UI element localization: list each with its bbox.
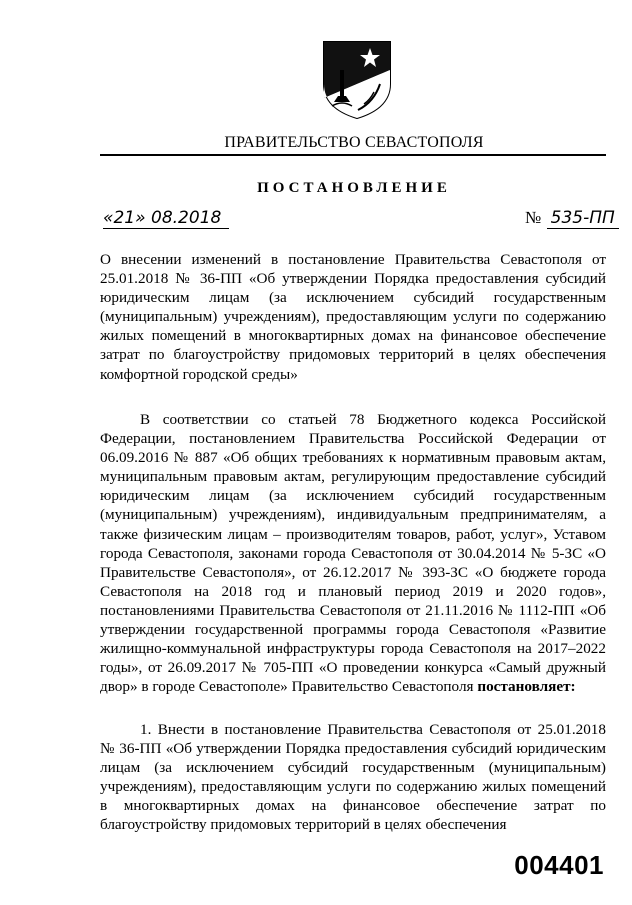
coat-of-arms-emblem bbox=[318, 40, 396, 120]
government-title: ПРАВИТЕЛЬСТВО СЕВАСТОПОЛЯ bbox=[224, 134, 484, 151]
title-divider bbox=[100, 154, 606, 156]
preamble-paragraph bbox=[100, 410, 606, 696]
preamble-text: В соответствии со статьей 78 Бюджетного кодекса Российской Федерации, постановлением Правительства Российской Федерации от 06.09.2016 № 887 «Об общих требованиях к нормативным правовым актам, муниципальным правовым актам, регулирующим предоставление субсидий юридическим лицам (за исключением субсидий государственным (муниципальным) учреждениям), индивидуальным предпринимателям, а также физическим лицам – производителям товаров, работ, услуг», Уставом города Севастополя, законами города Севастополя от 30.04.2014 № 5-ЗС «О Правительстве Севастополя», от 26.12.2017 № 393-ЗС «О бюджете города Севастополя на 2018 год и плановый период 2019 и 2020 годов», постановлениями Правительства Севастополя от 21.11.2016 № 1112-ПП «Об утверждении государственной программы города Севастополя «Развитие жилищно-коммунальной инфраструктуры города Севастополя на 2017–2022 годы», от 26.09.2017 № 705-ПП «О проведении конкурса «Самый дружный двор» в городе Севастополе» Правительство Севастополя bbox=[100, 411, 606, 696]
item-1-paragraph: 1. Внести в постановление Правительства Севастополя от 25.01.2018 № 36-ПП «Об утверждении Порядка предоставления субсидий юридическим лицам (за исключением субсидий государственным (муниципальным) учреждениям), предоставляющим услуги по содержанию жилых помещений в многоквартирных домах на финансовое обеспечение затрат по благоустройству придомовых территорий в целях обеспечения bbox=[100, 721, 606, 834]
resolves-word: постановляет: bbox=[477, 678, 576, 696]
serial-number: 004401 bbox=[514, 850, 604, 880]
document-type-heading: ПОСТАНОВЛЕНИЕ bbox=[257, 180, 451, 196]
decree-date: «21» 08.2018 bbox=[103, 208, 229, 229]
number-value: 535-ПП bbox=[547, 208, 619, 229]
decree-subject: О внесении изменений в постановление Правительства Севастополя от 25.01.2018 № 36-ПП «Об утверждении Порядка предоставления субсидий юридическим лицам (за исключением субсидий государственным (муниципальным) учреждениям), предоставляющим услуги по содержанию жилых помещений в многоквартирных домах на финансовое обеспечение затрат по благоустройству придомовых территорий в целях обеспечения комфортной городской среды» bbox=[100, 251, 606, 383]
number-sign: № bbox=[525, 208, 542, 227]
decree-number bbox=[525, 208, 619, 228]
